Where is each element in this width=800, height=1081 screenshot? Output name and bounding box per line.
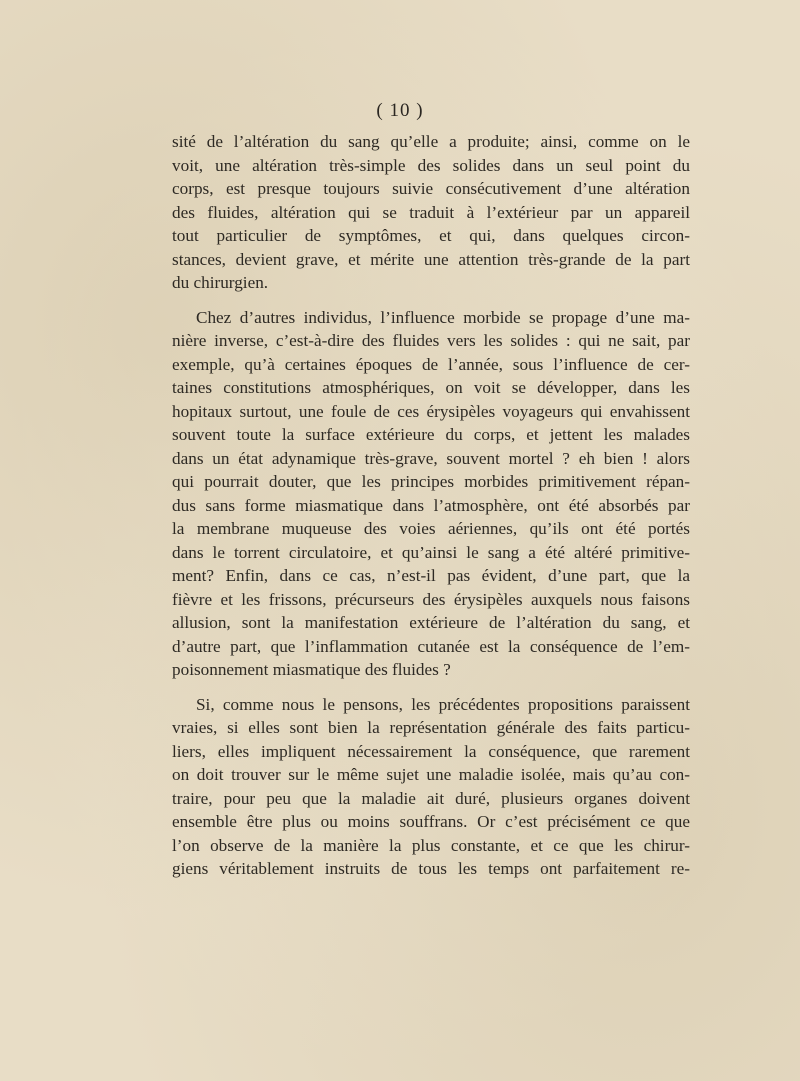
text-line: des fluides, altération qui se traduit à l’extérieur par un appareil (172, 202, 690, 222)
text-line: tout particulier de symptômes, et qui, dans quelques circon- (172, 226, 690, 245)
text-line: Chez d’autres individus, l’influence morbide se propage d’une ma- (196, 307, 690, 327)
text-line: du chirurgien. (172, 273, 269, 292)
text-line: dans un état adynamique très-grave, souvent mortel ? eh bien ! alors (172, 448, 690, 468)
text-line: hopitaux surtout, une foule de ces érysipèles voyageurs qui envahissent (172, 401, 690, 421)
text-line: traire, pour peu que la maladie ait duré, plusieurs organes doivent (172, 788, 690, 808)
text-line: ensemble être plus ou moins souffrans. Or c’est précisément ce que (172, 812, 690, 831)
text-line: voit, une altération très-simple des solides dans un seul point du (172, 155, 690, 175)
text-line: taines constitutions atmosphériques, on voit se développer, dans les (172, 378, 690, 397)
text-line: giens véritablement instruits de tous les temps ont parfaitement re- (172, 859, 690, 878)
text-line: l’on observe de la manière la plus constante, et ce que les chirur- (172, 835, 690, 855)
text-line: poisonnement miasmatique des fluides ? (172, 660, 451, 679)
text-line: liers, elles impliquent nécessairement la conséquence, que rarement (172, 741, 690, 761)
text-line: exemple, qu’à certaines époques de l’année, sous l’influence de cer- (172, 354, 690, 374)
paragraph-2 (172, 306, 690, 682)
text-line: allusion, sont la manifestation extérieure de l’altération du sang, et (172, 613, 690, 632)
paragraph-gap (172, 295, 690, 306)
text-line: d’autre part, que l’inflammation cutanée est la conséquence de l’em- (172, 636, 690, 656)
text-line: sité de l’altération du sang qu’elle a produite; ainsi, comme on le (172, 132, 690, 151)
text-line: ment? Enfin, dans ce cas, n’est-il pas évident, d’une part, que la (172, 566, 690, 585)
text-line: qui pourrait douter, que les principes morbides primitivement répan- (172, 472, 690, 491)
paragraph-1 (172, 130, 690, 295)
body-text (172, 130, 690, 881)
text-line: vraies, si elles sont bien la représentation générale des faits particu- (172, 718, 690, 737)
text-line: Si, comme nous le pensons, les précédentes propositions paraissent (196, 694, 690, 714)
paragraph-3 (172, 693, 690, 881)
text-line: souvent toute la surface extérieure du corps, et jettent les malades (172, 425, 690, 444)
text-line: fièvre et les frissons, précurseurs des érysipèles auxquels nous faisons (172, 589, 690, 609)
text-line: corps, est presque toujours suivie consécutivement d’une altération (172, 179, 690, 198)
text-line: stances, devient grave, et mérite une attention très-grande de la part (172, 249, 690, 269)
text-line: nière inverse, c’est-à-dire des fluides vers les solides : qui ne sait, par (172, 331, 690, 350)
page-number: ( 10 ) (376, 100, 424, 121)
text-line: dans le torrent circulatoire, et qu’ainsi le sang a été altéré primitive- (172, 542, 690, 562)
text-line: la membrane muqueuse des voies aériennes, qu’ils ont été portés (172, 519, 690, 538)
paragraph-gap (172, 682, 690, 693)
text-line: dus sans forme miasmatique dans l’atmosphère, ont été absorbés par (172, 495, 690, 515)
text-line: on doit trouver sur le même sujet une maladie isolée, mais qu’au con- (172, 765, 690, 784)
